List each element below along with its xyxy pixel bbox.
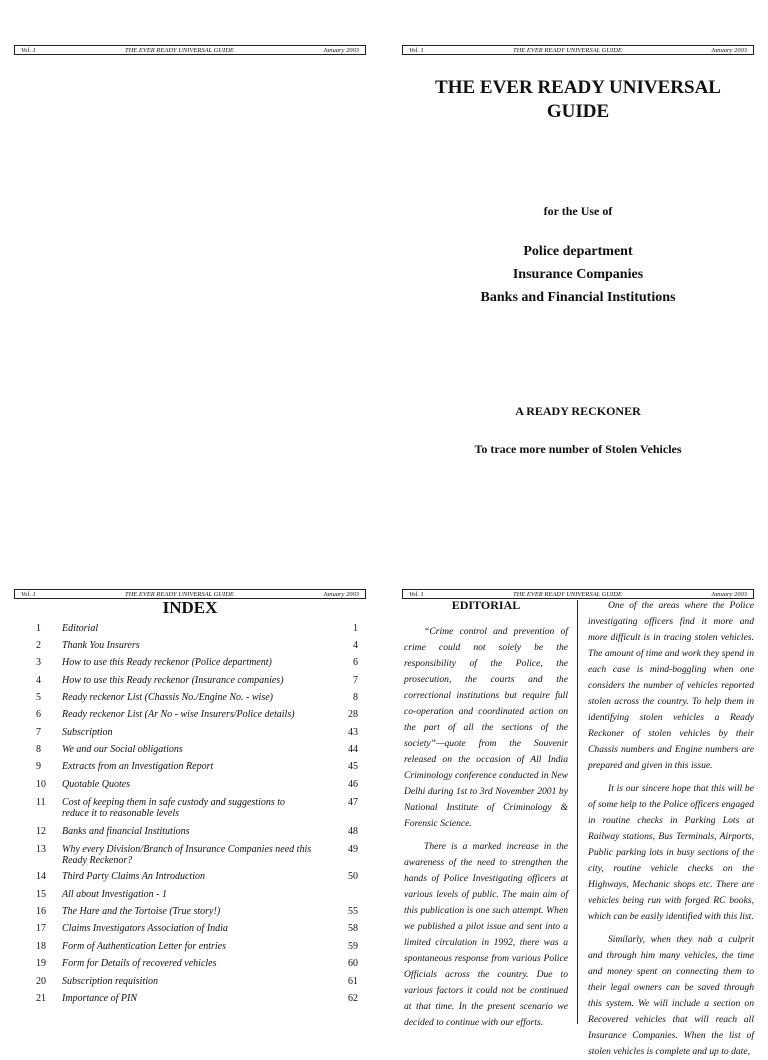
index-topic: Editorial [62, 623, 99, 634]
index-topic: How to use this Ready reckenor (Insurance companies) [62, 675, 284, 686]
index-number: 12 [36, 826, 46, 837]
cover-audience-insurance: Insurance Companies [512, 267, 644, 282]
index-page: 28 [348, 709, 358, 720]
header-vol: Vol. 1 [409, 590, 424, 598]
editorial-heading: EDITORIAL [451, 598, 521, 612]
index-page: 45 [348, 761, 358, 772]
header-vol: Vol. 1 [409, 46, 424, 54]
header-date: January 2003 [711, 46, 747, 54]
header-vol: Vol. 1 [21, 590, 36, 598]
index-topic: Claims Investigators Association of India [62, 923, 228, 934]
index-number: 10 [36, 779, 46, 790]
index-number: 21 [36, 993, 46, 1004]
index-topic: Form of Authentication Letter for entries [62, 941, 226, 952]
index-number: 6 [36, 709, 41, 720]
editorial-left-column [404, 624, 568, 1038]
index-topic: Ready reckenor List (Chassis No./Engine No. - wise) [62, 692, 273, 703]
header-title: THE EVER READY UNIVERSAL GUIDE [124, 46, 234, 54]
index-number: 14 [36, 871, 46, 882]
index-topic: Subscription [62, 727, 113, 738]
index-number: 8 [36, 744, 41, 755]
index-topic: How to use this Ready reckenor (Police department) [62, 657, 272, 668]
index-page: 58 [348, 923, 358, 934]
editorial-paragraph: One of the areas where the Police investigating officers find it more and more difficult is in tracing stolen vehicles. The amount of time and work they spend in each case is mind-boggling when one considers the number of vehicles reported stolen across the country. To help them in identifying stolen vehicles a Ready Reckoner of stolen vehicles by their Chassis numbers and Engine numbers are prepared and given in this issue. [588, 600, 754, 771]
index-page: 48 [348, 826, 358, 837]
index-page: 43 [348, 727, 358, 738]
index-number: 11 [36, 797, 46, 808]
header-date: January 2003 [323, 590, 359, 598]
cover-title: THE EVER READY UNIVERSAL GUIDE [435, 77, 721, 122]
index-topic: Why every Division/Branch of Insurance Companies need this Ready Reckenor? [62, 844, 312, 866]
editorial-paragraph: “Crime control and prevention of crime could not solely be the responsibility of the Police, the prosecution, the courts and the correctional institutions but require full co-operation and coordinated action on the part of all the sections of the society”—quote from the Souvenir released on the occasion of All India Criminology conference conducted in New Delhi during 1st to 3rd November 2001 by National Institute of Criminology & Forensic Science. [404, 626, 568, 829]
column-divider [577, 600, 578, 1024]
index-topic: Thank You Insurers [62, 640, 140, 651]
index-page: 60 [348, 958, 358, 969]
index-topic: Cost of keeping them in safe custody and suggestions to reduce it to reasonable levels [62, 797, 286, 819]
index-number: 16 [36, 906, 46, 917]
index-topic: Subscription requisition [62, 976, 159, 987]
editorial-paragraph: It is our sincere hope that this will be of some help to the Police officers engaged in routine checks in Parking Lots at Railway stations, Bus Terminals, Airports, Public parking lots in busy sections of the city, routine vehicle checks on the Highways, Mechanic shops etc. There are vehicles being run with forged RC books, which can be easily identified with this list. [588, 783, 754, 922]
index-page: 8 [353, 692, 358, 703]
header-title: THE EVER READY UNIVERSAL GUIDE [512, 46, 622, 54]
index-number: 5 [36, 692, 41, 703]
header-title: THE EVER READY UNIVERSAL GUIDE [124, 590, 234, 598]
index-topic: All about Investigation - 1 [62, 889, 167, 900]
index-page: 47 [348, 797, 358, 808]
index-page: 7 [353, 675, 358, 686]
index-number: 4 [36, 675, 41, 686]
index-page: 6 [353, 657, 358, 668]
index-number: 3 [36, 657, 41, 668]
index-page: 59 [348, 941, 358, 952]
index-topic: Extracts from an Investigation Report [62, 761, 214, 772]
index-topic: The Hare and the Tortoise (True story!) [62, 906, 221, 917]
index-page: 49 [348, 844, 358, 855]
index-topic: Ready reckenor List (Ar No - wise Insurers/Police details) [62, 709, 295, 720]
index-number: 19 [36, 958, 46, 969]
index-page: 1 [353, 623, 358, 634]
index-number: 2 [36, 640, 41, 651]
header-date: January 2003 [711, 590, 747, 598]
page-header-top-right [402, 45, 754, 55]
index-page: 4 [353, 640, 358, 651]
index-topic: Form for Details of recovered vehicles [62, 958, 217, 969]
index-topic: Third Party Claims An Introduction [62, 871, 205, 882]
header-date: January 2003 [323, 46, 359, 54]
index-topic: Banks and financial Institutions [62, 826, 190, 837]
index-number: 18 [36, 941, 46, 952]
cover-audience-banks: Banks and Financial Institutions [480, 290, 676, 305]
index-topic: Quotable Quotes [62, 779, 131, 790]
editorial-paragraph: Similarly, when they nab a culprit and through him many vehicles, the time and money spent on connecting them to their legal owners can be saved through this system. We will include a section on Recovered vehicles that will reach all Insurance Companies. When the list of stolen vehicles is complete and up to date, [588, 934, 754, 1057]
header-vol: Vol. 1 [21, 46, 36, 54]
header-title: THE EVER READY UNIVERSAL GUIDE [512, 590, 622, 598]
index-page: 61 [348, 976, 358, 987]
index-number: 1 [36, 623, 41, 634]
cover-audience-police: Police department [523, 244, 633, 259]
cover-for-use: for the Use of [543, 204, 613, 218]
editorial-right-column [588, 598, 754, 1057]
index-page: 55 [348, 906, 358, 917]
editorial-paragraph: There is a marked increase in the awareness of the need to strengthen the hands of Police Investigating officers at various levels of public. The main aim of this publication is one such attempt. When we published a pilot issue and sent into a limited circulation in 1992, there was a spontaneous response from various Police Officials across the country. Due to various factors it could not be continued at that time. In the present scenario we decided to continue with our efforts. [404, 841, 568, 1028]
index-topic: Importance of PIN [62, 993, 137, 1004]
index-page: 44 [348, 744, 358, 755]
page-header-top-left [14, 45, 366, 55]
index-page: 62 [348, 993, 358, 1004]
index-topic: We and our Social obligations [62, 744, 183, 755]
cover-reckoner: A READY RECKONER [515, 404, 641, 418]
index-number: 13 [36, 844, 46, 855]
index-number: 7 [36, 727, 41, 738]
index-number: 20 [36, 976, 46, 987]
cover-trace: To trace more number of Stolen Vehicles [474, 442, 682, 456]
index-page: 50 [348, 871, 358, 882]
index-number: 17 [36, 923, 46, 934]
index-number: 15 [36, 889, 46, 900]
index-number: 9 [36, 761, 41, 772]
index-title: INDEX [162, 598, 218, 617]
index-page: 46 [348, 779, 358, 790]
